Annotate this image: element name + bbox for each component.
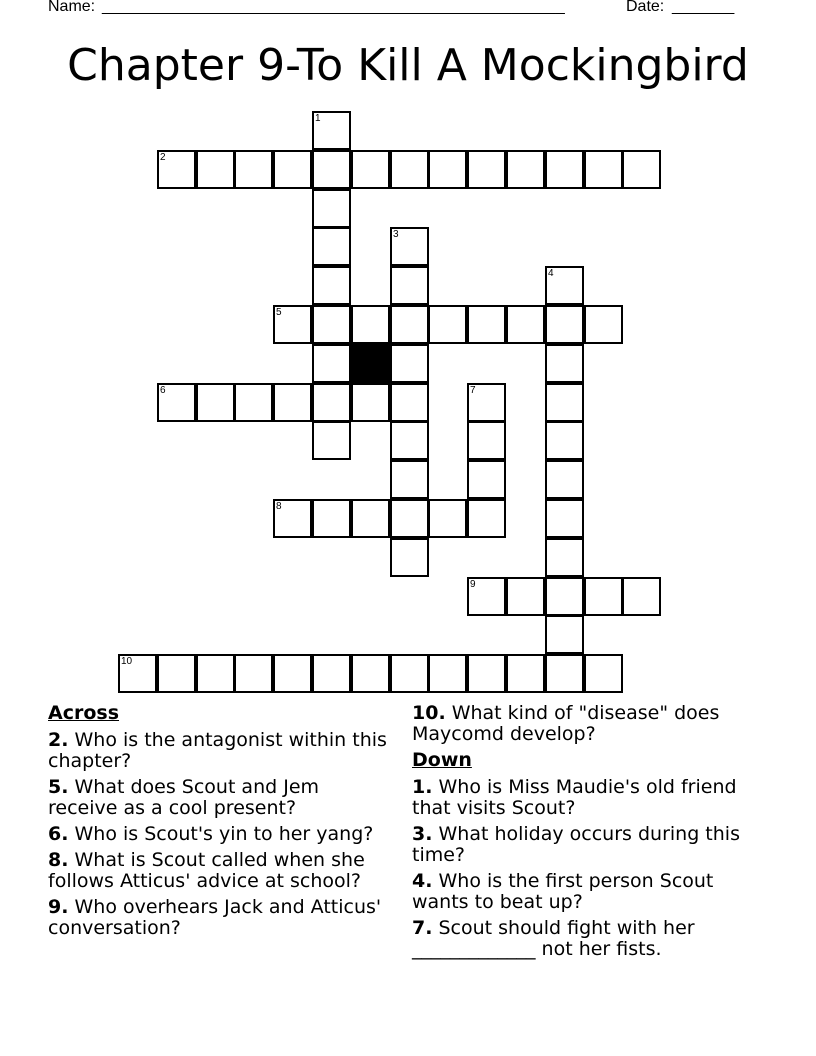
grid-cell[interactable]	[157, 654, 196, 693]
grid-cell[interactable]	[390, 266, 429, 305]
grid-cell[interactable]	[351, 499, 390, 538]
date-label: Date:	[626, 0, 665, 15]
grid-cell[interactable]	[351, 654, 390, 693]
clue-text: What kind of "disease" does Maycomd develop?	[412, 702, 720, 745]
clue-number: 7.	[412, 917, 433, 939]
across-clue	[48, 824, 393, 845]
grid-cell[interactable]	[428, 499, 467, 538]
clue-number: 2.	[48, 729, 69, 751]
grid-cell[interactable]	[467, 383, 506, 422]
name-line[interactable]: ____________________________________________________	[102, 0, 565, 15]
grid-cell[interactable]	[622, 150, 661, 189]
across-clue	[48, 850, 393, 892]
clue-number: 3.	[412, 823, 433, 845]
clue-number: 10.	[412, 702, 446, 724]
clue-number-label: 8	[276, 501, 282, 512]
grid-cell[interactable]	[234, 654, 273, 693]
across-clue	[48, 897, 393, 939]
clue-number: 5.	[48, 776, 69, 798]
grid-cell[interactable]	[157, 383, 196, 422]
clue-text: Scout should fight with her _____________ not her fists.	[412, 917, 695, 960]
name-label: Name:	[48, 0, 96, 15]
grid-cell[interactable]	[390, 150, 429, 189]
clue-number-label: 2	[160, 152, 166, 163]
grid-cell[interactable]	[545, 344, 584, 383]
grid-cell[interactable]	[428, 305, 467, 344]
clue-number: 1.	[412, 776, 433, 798]
grid-cell[interactable]	[467, 150, 506, 189]
grid-cell[interactable]	[312, 344, 351, 383]
grid-cell[interactable]	[584, 150, 623, 189]
grid-cell[interactable]	[467, 305, 506, 344]
across-heading: Across	[48, 702, 120, 724]
clue-number: 9.	[48, 896, 69, 918]
grid-cell[interactable]	[351, 150, 390, 189]
grid-cell[interactable]	[312, 383, 351, 422]
grid-cell[interactable]	[312, 111, 351, 150]
grid-cell[interactable]	[312, 499, 351, 538]
grid-cell[interactable]	[390, 460, 429, 499]
grid-cell[interactable]	[545, 538, 584, 577]
clue-text: Who is Scout's yin to her yang?	[68, 823, 374, 845]
clue-number-label: 3	[393, 229, 399, 240]
clue-text: Who is the first person Scout wants to beat up?	[412, 870, 714, 913]
grid-cell[interactable]	[545, 654, 584, 693]
clue-number-label: 10	[121, 656, 133, 667]
grid-cell[interactable]	[312, 150, 351, 189]
grid-cell[interactable]	[467, 421, 506, 460]
down-clue	[412, 871, 757, 913]
grid-cell[interactable]	[467, 460, 506, 499]
across-clue	[48, 777, 393, 819]
clue-text: Who overhears Jack and Atticus' conversation?	[48, 896, 382, 939]
clue-text: Who is Miss Maudie's old friend that visits Scout?	[412, 776, 737, 819]
grid-cell[interactable]	[312, 421, 351, 460]
grid-cell[interactable]	[390, 654, 429, 693]
grid-cell[interactable]	[390, 421, 429, 460]
grid-cell[interactable]	[467, 654, 506, 693]
page-title: Chapter 9-To Kill A Mockingbird	[67, 40, 749, 91]
grid-cell[interactable]	[312, 305, 351, 344]
grid-cell[interactable]	[584, 305, 623, 344]
down-heading: Down	[412, 749, 472, 771]
grid-cell[interactable]	[545, 305, 584, 344]
grid-cell[interactable]	[390, 305, 429, 344]
grid-cell[interactable]	[312, 227, 351, 266]
grid-cell[interactable]	[428, 654, 467, 693]
grid-cell[interactable]	[273, 383, 312, 422]
down-clue	[412, 918, 757, 960]
black-square	[351, 344, 390, 383]
grid-cell[interactable]	[273, 499, 312, 538]
grid-cell[interactable]	[506, 577, 545, 616]
grid-cell[interactable]	[545, 460, 584, 499]
grid-cell[interactable]	[273, 305, 312, 344]
clues-right-column	[412, 703, 757, 965]
grid-cell[interactable]	[234, 150, 273, 189]
grid-cell[interactable]	[506, 654, 545, 693]
clue-number: 6.	[48, 823, 69, 845]
grid-cell[interactable]	[545, 150, 584, 189]
date-line[interactable]: _______	[672, 0, 735, 15]
grid-cell[interactable]	[545, 499, 584, 538]
grid-cell[interactable]	[428, 150, 467, 189]
grid-cell[interactable]	[234, 383, 273, 422]
clue-number-label: 4	[548, 268, 554, 279]
clues-left-column	[48, 703, 393, 944]
clue-number: 4.	[412, 870, 433, 892]
grid-cell[interactable]	[506, 150, 545, 189]
grid-cell[interactable]	[312, 654, 351, 693]
grid-cell[interactable]	[351, 383, 390, 422]
across-clue	[48, 730, 393, 772]
grid-cell[interactable]	[467, 499, 506, 538]
grid-cell[interactable]	[196, 654, 235, 693]
grid-cell[interactable]	[273, 150, 312, 189]
grid-cell[interactable]	[390, 499, 429, 538]
grid-cell[interactable]	[312, 266, 351, 305]
grid-cell[interactable]	[273, 654, 312, 693]
grid-cell[interactable]	[390, 227, 429, 266]
clue-text: What does Scout and Jem receive as a cool present?	[48, 776, 320, 819]
clue-number-label: 7	[470, 385, 476, 396]
clue-text: Who is the antagonist within this chapter?	[48, 729, 387, 772]
grid-cell[interactable]	[390, 538, 429, 577]
grid-cell[interactable]	[467, 577, 506, 616]
grid-cell[interactable]	[351, 305, 390, 344]
grid-cell[interactable]	[584, 654, 623, 693]
grid-cell[interactable]	[545, 577, 584, 616]
grid-cell[interactable]	[545, 266, 584, 305]
grid-cell[interactable]	[196, 383, 235, 422]
grid-cell[interactable]	[584, 577, 623, 616]
grid-cell[interactable]	[390, 344, 429, 383]
grid-cell[interactable]	[157, 150, 196, 189]
grid-cell[interactable]	[196, 150, 235, 189]
clue-number-label: 6	[160, 385, 166, 396]
clue-number-label: 5	[276, 307, 282, 318]
grid-cell[interactable]	[545, 615, 584, 654]
clue-number-label: 9	[470, 579, 476, 590]
grid-cell[interactable]	[545, 421, 584, 460]
clue-number: 8.	[48, 849, 69, 871]
down-clue	[412, 777, 757, 819]
grid-cell[interactable]	[312, 189, 351, 228]
down-clue	[412, 824, 757, 866]
across-clue	[412, 703, 757, 745]
clue-number-label: 1	[315, 113, 321, 124]
grid-cell[interactable]	[118, 654, 157, 693]
grid-cell[interactable]	[506, 305, 545, 344]
clue-text: What holiday occurs during this time?	[412, 823, 740, 866]
grid-cell[interactable]	[622, 577, 661, 616]
clue-text: What is Scout called when she follows Atticus' advice at school?	[48, 849, 365, 892]
grid-cell[interactable]	[390, 383, 429, 422]
grid-cell[interactable]	[545, 383, 584, 422]
